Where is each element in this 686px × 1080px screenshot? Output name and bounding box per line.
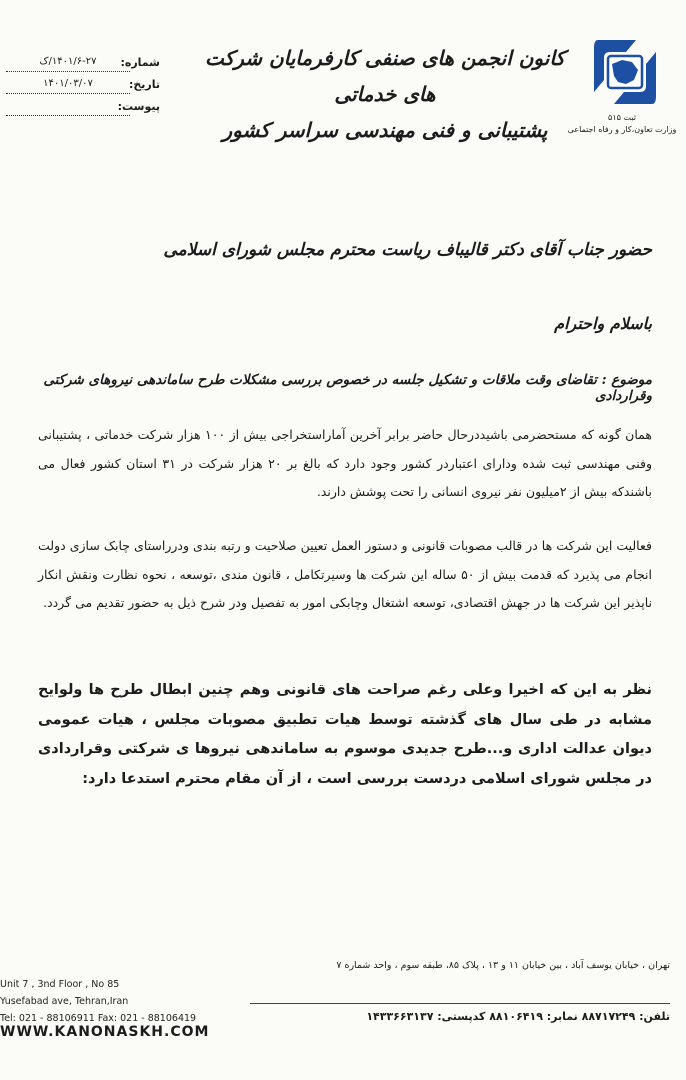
organization-title — [200, 40, 570, 148]
registration-number: ثبت ۵۱۵ — [608, 113, 636, 122]
number-value: ۱۴۰۱/۶-۲۷/ک — [6, 56, 130, 72]
english-address — [0, 976, 240, 1027]
org-title-line1: کانون انجمن های صنفی کارفرمایان شرکت های خدماتی — [205, 46, 565, 106]
paragraph-2: فعالیت این شرکت ها در قالب مصوبات قانونی و دستور العمل تعیین صلاحیت و رتبه بندی ودرراستای چابک سازی دولت انجام می پذیرد که قدمت بیش از ۵۰ ساله این شرکت ها وسیرتکامل ، قانون مندی ،توسعه ، نحوه نظارت ونقش انکار ناپذیر این شرکت ها در جهش اقتصادی، توسعه اشتغال وچابکی امور به تفصیل ودر شرح ذیل به حضور تقدیم می گردد. — [38, 538, 652, 610]
letter-meta — [6, 52, 160, 118]
english-phone-line: Tel: 021 - 88106911 Fax: 021 - 88106419 — [0, 1013, 197, 1024]
english-address-line2: Yusefabad ave, Tehran,Iran — [0, 996, 129, 1007]
subject-line: موضوع : تقاضای وقت ملاقات و تشکیل جلسه در خصوص بررسی مشکلات طرح ساماندهی نیروهای شرکتی وقراردادی — [43, 372, 652, 404]
date-value: ۱۴۰۱/۰۳/۰۷ — [6, 78, 130, 94]
meta-attachment-row — [6, 96, 160, 118]
meta-number-row — [6, 52, 160, 74]
attachment-value — [6, 100, 130, 116]
number-label: شماره: — [120, 56, 160, 69]
paragraph-1: همان گونه که مستحضرمی باشیددرحال حاضر برابر آخرین آماراستخراجی بیش از ۱۰۰ هزار شرکت خدماتی ، پشتیبانی وفنی مهندسی ثبت شده ودارای اعتباردر کشور وجود دارد که بالغ بر ۲۰ هزار شرکت در ۳۱ استان کشور فعال می باشندکه بیش از ۲میلیون نفر نیروی انسانی را تحت پوشش دارند. — [38, 427, 652, 499]
website-link[interactable]: WWW.KANONASKH.COM — [0, 1024, 210, 1040]
persian-address: تهران ، خیابان یوسف آباد ، بین خیابان ۱۱ و ۱۳ ، پلاک ۸۵، طبقه سوم ، واحد شماره ۷ — [336, 960, 670, 971]
organization-logo — [592, 36, 658, 108]
logo-caption — [566, 112, 678, 136]
recipient-line: حضور جناب آقای دکتر قالیباف ریاست محترم مجلس شورای اسلامی — [163, 240, 652, 260]
date-label: تاریخ: — [128, 78, 160, 91]
greeting: باسلام واحترام — [554, 314, 652, 333]
persian-phone-line: تلفن: ۸۸۷۱۷۲۴۹ نمابر: ۸۸۱۰۶۴۱۹ کدپستی: ۱۴۳۳۶۶۳۱۳۷ — [366, 1010, 670, 1023]
paragraph-3: نظر به این که اخیرا وعلی رغم صراحت های قانونی وهم چنین ابطال طرح ها ولوایح مشابه در طی سال های گذشته توسط هیات تطبیق مصوبات مجلس ، هیات عمومی دیوان عدالت اداری و...طرح جدیدی موسوم به ساماندهی نیروها ی شرکتی وقراردادی در مجلس شورای اسلامی دردست بررسی است ، از آن مقام محترم استدعا دارد: — [38, 682, 652, 787]
meta-date-row — [6, 74, 160, 96]
org-title-line2: پشتیبانی و فنی مهندسی سراسر کشور — [222, 118, 548, 142]
footer-divider — [250, 1003, 670, 1004]
english-address-line1: Unit 7 , 3nd Floor , No 85 — [0, 979, 120, 990]
ministry-name: وزارت تعاون،کار و رفاه اجتماعی — [567, 125, 677, 134]
attachment-label: پیوست: — [117, 100, 160, 113]
